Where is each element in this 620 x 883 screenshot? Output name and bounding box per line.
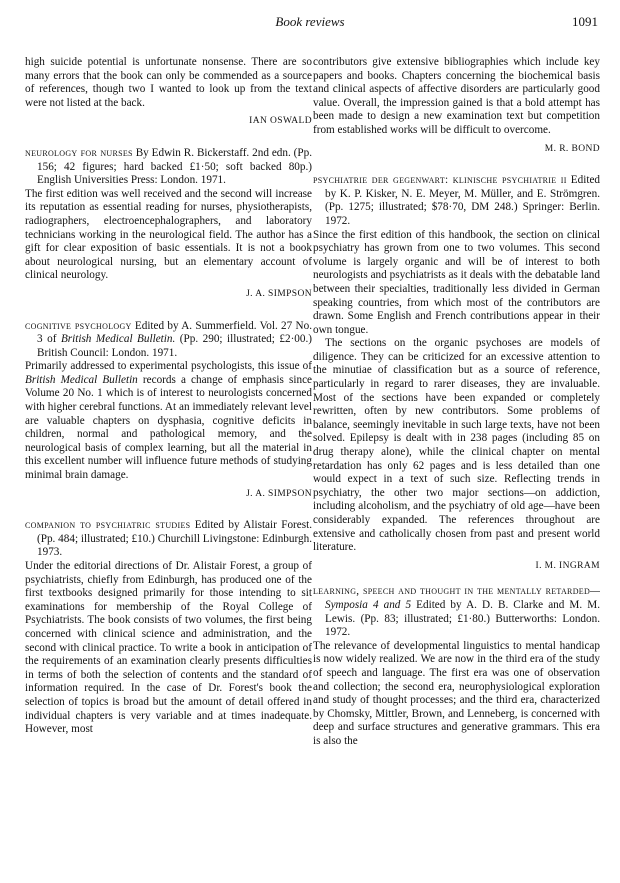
book-details: Edited by K. P. Kisker, N. E. Meyer, M. Müller, and E. Strömgren. (Pp. 1275; illustrated; $78·70, DM 248.) Springer: Berlin. 1972. (325, 174, 601, 227)
review-neurology-for-nurses (25, 147, 312, 302)
reviewer-signature: M. R. BOND (544, 143, 600, 154)
reviewer-signature: J. A. SIMPSON (246, 488, 312, 499)
book-details: Edited by Alistair Forest. (Pp. 484; illustrated; £10.) Churchill Livingstone: Edinburgh. 1973. (37, 519, 312, 559)
review-heading (313, 174, 600, 228)
review-heading (313, 585, 600, 639)
review-psychiatrie-der-gegenwart (313, 174, 600, 573)
book-title: cognitive psychology (25, 319, 132, 332)
reviewer-signature: IAN OSWALD (249, 116, 312, 127)
reviewer-signature: J. A. SIMPSON (246, 288, 312, 299)
review-paragraph: The first edition was well received and the second will increase its reputation as essential reading for nurses, physiotherapists, radiographers, electroencephalographers, and laboratory technicians working in the neurological field. The author has a gift for clear exposition of basic essentials. It is not a book about neurological nursing, but an elementary account of clinical neurology. (25, 187, 312, 282)
review-heading (25, 320, 312, 361)
review-paragraph: Since the first edition of this handbook, the section on clinical psychiatry has grown from one to two volumes. This second volume is largely organic and will be of interest to both neurologists and psychiatrists as it deals with the debatable land between their specialties, traditionally less divided in German speaking countries, from which most of the contributors are drawn. Some English and French contributions appear in their own tongue. (313, 228, 600, 336)
carryover-paragraph: contributors give extensive bibliographies which include key papers and books. Chapters concerning the biochemical basis and clinical aspects of affective disorders are particularly good value. Overall, the impression gained is that a bold attempt has been made to design a new examination text but competition from established works will be difficult to overcome. (313, 56, 600, 136)
right-column (313, 56, 600, 749)
page-header (22, 12, 598, 34)
book-subtitle: —Symposia 4 and 5 (325, 585, 600, 611)
review-companion-to-psychiatric-studies (25, 519, 312, 737)
reviewer-signature: I. M. INGRAM (535, 560, 600, 571)
book-title: psychiatrie der gegenwart: klinische psychiatrie ii (313, 174, 567, 187)
review-text-cont: records a change of emphasis since Volume 20 No. 1 which is of interest to neurologists concerned with higher cerebral functions. At an immediately relevant level are valuable chapters on dysphasia, cognitive deficits in children, normal and pathological memory, and the neurological basis of complex learning, but all the material in this excellent number will influence future methods of studying minimal brain damage. (25, 373, 313, 482)
review-paragraph: Under the editorial directions of Dr. Alistair Forest, a group of psychiatrists, chiefly from Edinburgh, has produced one of the first textbooks designed primarily for those intending to sit examinations for membership of the Royal College of Psychiatrists. The book consists of two volumes, the first being concerned with clinical science and administration, and the second with clinical practice. To write a book in anticipation of the requirements of an examination clearly presents difficulties in terms of both the selection of contents and the standard of information required. In the case of Dr. Forest's book the selection of topics is broad but the amount of detail offered in individual chapters is very variable and at times inadequate. However, most (25, 560, 312, 736)
review-learning-speech-and-thought (313, 585, 600, 748)
review-paragraph: The sections on the organic psychoses are models of diligence. They can be criticized for an excessive attention to the minutiae of classification but as a source of reference, particularly in regard to rarer diseases, they are invaluable. Most of the sections have been expanded or completely rewritten, often by new contributors. Some problems of balance, seemingly inevitable in such large texts, have not been solved. Epilepsy is dealt with in 238 pages (including 85 on drug therapy alone), while the clinical chapter on mental retardation has only 62 pages and is less detailed than one would expect in a text of such size. Reflecting trends in psychiatry, the other two major sections—on addiction, including alcoholism, and the psychiatry of old age—have been considerably expanded. The references throughout are extensive and catholically chosen from past and present world literature. (313, 337, 600, 554)
book-details: By Edwin R. Bickerstaff. 2nd edn. (Pp. 156; 42 figures; hard backed £1·50; soft backed 80p.) English Universities Press: London. 1971. (37, 146, 313, 187)
series-title: British Medical Bulletin. (60, 333, 176, 346)
review-heading (25, 519, 312, 560)
review-paragraph: The relevance of developmental linguistics to mental handicap is now widely realized. We are now in the third era of the study of speech and language. The first era was one of observation and collection; the second era, neurophysiological exploration and study of thought processes; and the third era, characterized by Chomsky, Mittler, Brown, and Lenneberg, is concerned with deep and surface structures and generative grammars. This era is also the (313, 639, 600, 747)
review-text: Primarily addressed to experimental psychologists, this issue of (25, 360, 312, 373)
review-cognitive-psychology (25, 320, 312, 502)
review-paragraph (25, 360, 312, 482)
book-details-cont: (Pp. 290; illustrated; £2·00.) British Council: London. 1971. (37, 333, 313, 359)
running-head: Book reviews (275, 14, 345, 29)
book-title: neurology for nurses (25, 146, 133, 159)
review-heading (25, 147, 312, 188)
carryover-paragraph: high suicide potential is unfortunate nonsense. There are so many errors that the book can only be commended as a source of references, though two I wanted to look up from the text were not listed at the back. (25, 56, 312, 109)
book-details: Edited by A. Summerfield. Vol. 27 No. 3 of (37, 319, 312, 346)
page-number: 1091 (572, 14, 598, 29)
book-title: companion to psychiatric studies (25, 519, 191, 532)
book-title: learning, speech and thought in the mentally retarded (313, 585, 591, 598)
left-column (25, 56, 312, 737)
book-details: Edited by A. D. B. Clarke and M. M. Lewis. (Pp. 83; illustrated; £1·80.) Butterworths: London. 1972. (325, 598, 600, 639)
journal-title: British Medical Bulletin (25, 373, 138, 386)
